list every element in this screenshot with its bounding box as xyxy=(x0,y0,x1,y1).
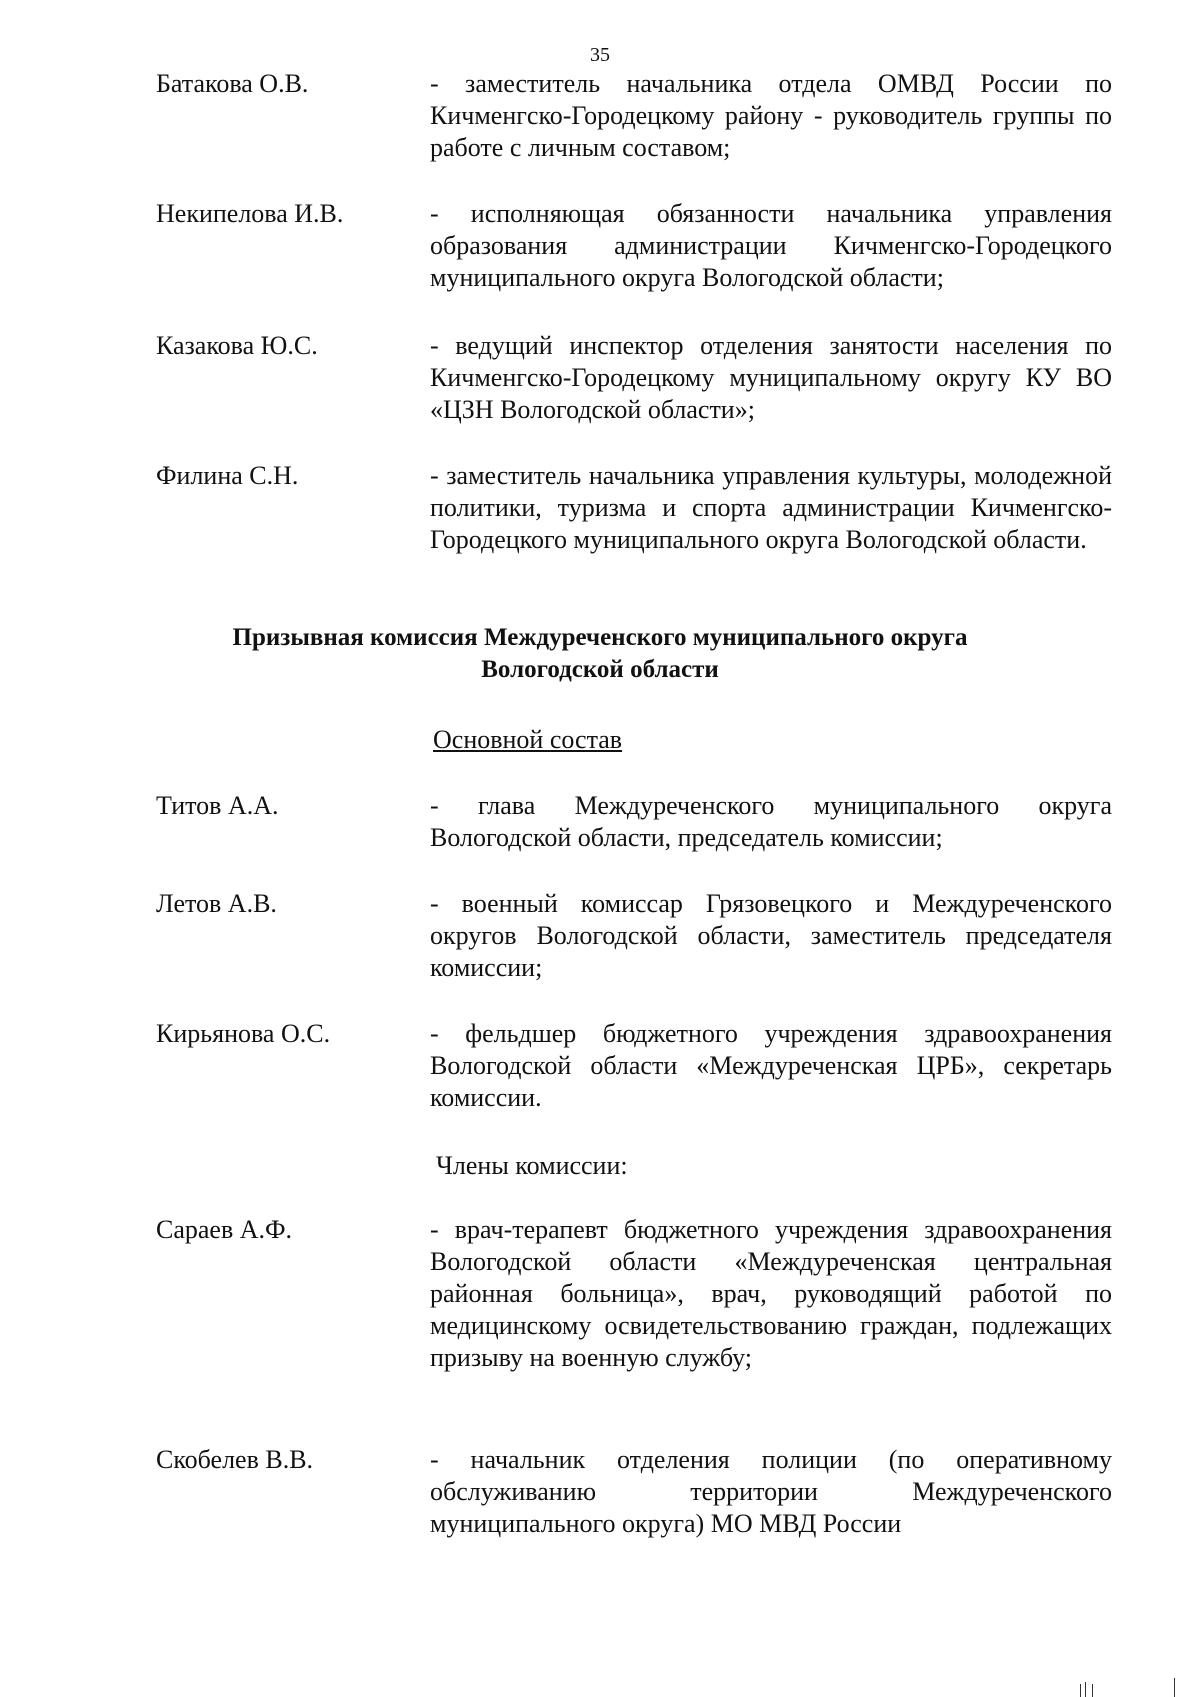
entry-description: - заместитель начальника управления культуры, молодежной политики, туризма и спорта администрации Кичменгско-Городецкого муниципального округа Вологодской области. xyxy=(430,461,1112,554)
entry-description: - военный комиссар Грязовецкого и Междуреченского округов Вологодской области, заместитель председателя комиссии; xyxy=(430,889,1112,982)
scan-artifact xyxy=(1080,1684,1081,1697)
section-heading-line1: Призывная комиссия Междуреченского муниципального округа xyxy=(232,624,968,651)
entry-name: Скобелев В.В. xyxy=(156,1445,314,1474)
entry-description: - фельдшер бюджетного учреждения здравоохранения Вологодской области «Междуреченская ЦРБ», секретарь комиссии. xyxy=(430,1019,1112,1112)
entry-name: Филина С.Н. xyxy=(156,461,299,490)
members-label: Члены комиссии: xyxy=(436,1151,628,1180)
entry-description: - исполняющая обязанности начальника управления образования администрации Кичменгско-Городецкого муниципального округа Вологодской области; xyxy=(430,199,1112,292)
section-heading xyxy=(0,622,1200,686)
section-heading-line2: Вологодской области xyxy=(481,656,719,683)
entry-name: Летов А.В. xyxy=(156,889,277,918)
entry-name: Титов А.А. xyxy=(156,791,279,820)
entry-name: Сараев А.Ф. xyxy=(156,1215,293,1244)
entry-description: - ведущий инспектор отделения занятости населения по Кичменгско-Городецкому муниципальному округу КУ ВО «ЦЗН Вологодской области»; xyxy=(430,331,1112,424)
scan-artifact xyxy=(1092,1684,1093,1697)
entry-name: Батакова О.В. xyxy=(156,69,309,98)
entry-name: Казакова Ю.С. xyxy=(156,331,318,360)
entry-description: - врач-терапевт бюджетного учреждения здравоохранения Вологодской области «Междуреченская центральная районная больница», врач, руководящий работой по медицинскому освидетельствованию граждан, подлежащих призыву на военную службу; xyxy=(430,1215,1112,1372)
entry-description: - заместитель начальника отдела ОМВД России по Кичменгско-Городецкому району - руководитель группы по работе с личным составом; xyxy=(430,69,1112,162)
scan-artifact xyxy=(1174,1678,1175,1697)
entry-description: - начальник отделения полиции (по оперативному обслуживанию территории Междуреченского муниципального округа) МО МВД России xyxy=(430,1445,1112,1538)
entry-description: - глава Междуреченского муниципального округа Вологодской области, председатель комиссии; xyxy=(430,791,1112,852)
entry-name: Некипелова И.В. xyxy=(156,199,344,228)
entry-name: Кирьянова О.С. xyxy=(156,1019,331,1048)
main-composition-label: Основной состав xyxy=(433,725,623,754)
page-number: 35 xyxy=(590,44,610,66)
scan-artifact xyxy=(1085,1682,1086,1697)
